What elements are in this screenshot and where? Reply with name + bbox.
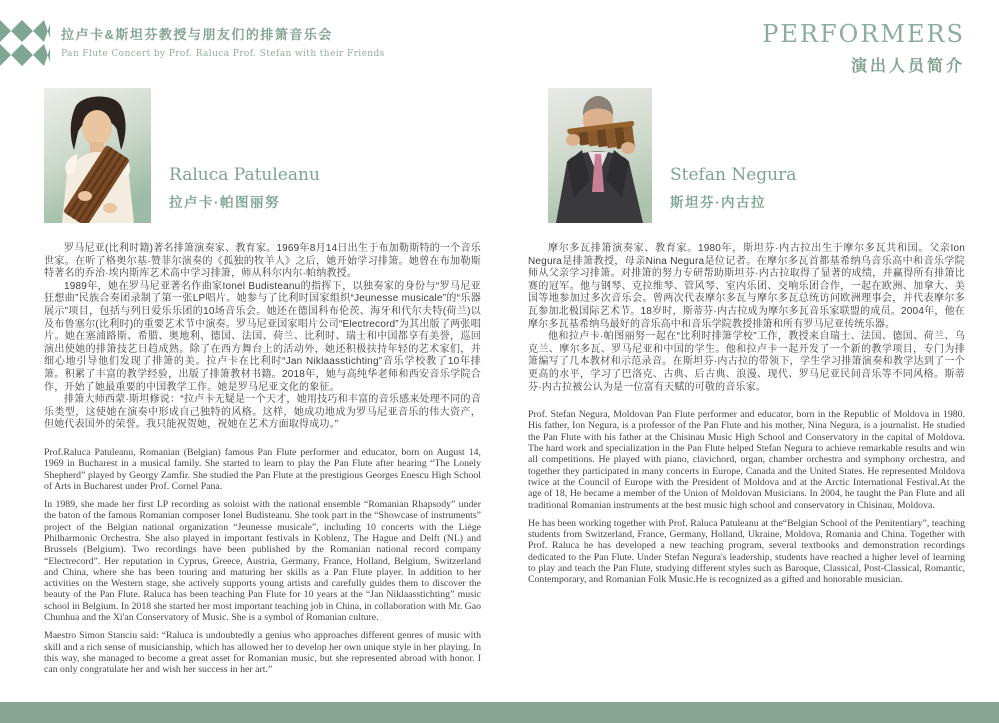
bio-paragraph: In 1989, she made her first LP recording as soloist with the national ensemble “Romanian Rhapsody” under the baton of the famous Romanian composer Ionel Budisteanu. She took part in the “Showcase of instruments” project of the Belgian national organization “Jeunesse musicale”, including 10 concerts with the Liège Philharmonic Orchestra. She also played in important festivals in Koblenz, The Hague and Delft (NL) and Brussels (Belgium). Two recordings have been published by the Romanian national record company “Electrecord”. Her reputation in Cyprus, Greece, Austria, Germany, France, Holland, Belgium, Switzerland and China, where she has been touring and maturing her skills as a Pan Flute player. In addition to her activities on the Western stage, she actively supports young artists and carefully guides them to discover the beauty of the Pan Flute. Raluca has been teaching Pan Flute for 10 years at the “Jan Niklaasstichting” music school in Belgium. In 2018 she started her most important teaching job in China, in collaboration with Mr. Gao Chunhua and the Xi'an Conservatory of Music. She is a symbol of Romanian culture.: [44, 499, 481, 624]
bio-paragraph: Maestro Simon Stanciu said: “Raluca is undoubtedly a genius who approaches different genres of music with skill and a rich sense of musicianship, which has allowed her to develop her own unique style in her playing. In this way, she managed to become a great asset for Romanian music, but she represented abroad with honor. I can only congratulate her and wish her success in her art.”: [44, 630, 481, 676]
header-brand: [0, 20, 385, 66]
section-title-en: PERFORMERS: [762, 20, 965, 48]
concert-title-zh: 拉卢卡&斯坦芬教授与朋友们的排箫音乐会: [61, 27, 333, 42]
profile-header: [44, 88, 481, 223]
section-title-zh: 演出人员简介: [850, 58, 965, 75]
bio-paragraph: Prof.Raluca Patuleanu, Romanian (Belgian) famous Pan Flute performer and educator, born on August 14, 1969 in Bucharest in a musical family. She started to learn to play the Pan Flute after hearing “The Lonely Shepherd” played by Georgy Zamfir. She studied the Pan Flute at the prestigious Georges Enescu High School of Arts in Bucharest under Prof. Cornel Pana.: [44, 446, 481, 492]
bio-paragraph: 排箫大师西蒙·斯坦修说：“拉卢卡无疑是一个天才，她用技巧和丰富的音乐感来处理不同的音乐类型，这使她在演奏中形成自己独特的风格。这样，她成功地成为罗马尼亚音乐的伟大资产，但她代表国外的荣誉。我只能祝贺她，祝她在艺术方面取得成功。”: [44, 394, 481, 431]
performer-column-raluca: [44, 88, 481, 683]
section-heading: [762, 20, 965, 76]
bio-paragraph: 摩尔多瓦排箫演奏家、教育家。1980年，斯坦芬·内古拉出生于摩尔多瓦共和国。父亲Ion Negura是排箫教授，母亲Nina Negura是位记者。在摩尔多瓦首都基希纳乌音乐高中和音乐学院师从父亲学习排箫。对排箫的努力专研帮助斯坦芬·内古拉取得了显著的成绩，并赢得所有排箫比赛的冠军。他与钢琴、克拉维琴、管风琴、室内乐团、交响乐团合作，一起在欧洲、加拿大、美国等地参加过多次音乐会。曾两次代表摩尔多瓦与摩尔多瓦总统访问欧洲理事会，并代表摩尔多瓦参加北极国际艺术节。18岁时，斯蒂芬·内古拉成为摩尔多瓦音乐家联盟的成员。2004年，他在摩尔多瓦基希纳乌最好的音乐高中和音乐学院教授排箫和所有罗马尼亚传统乐器。: [528, 243, 965, 330]
bio-chinese: [44, 243, 481, 432]
bio-paragraph: Prof. Stefan Negura, Moldovan Pan Flute performer and educator, born in the Republic of Moldova in 1980. His father, Ion Negura, is a professor of the Pan Flute and his mother, Nina Negura, is a journalist. He studied the Pan Flute with his father at the Chisinau Music High School and Conservatory in the capital of Moldova. The hard work and specialization in the Pan Flute helped Stefan Negura to achieve remarkable results and win all competitions. He played with piano, clavichord, organ, chamber orchestra and symphony orchestra, and together they participated in many concerts in Europe, Canada and the United States. He represented Moldova twice at the Council of Europe with the President of Moldova and at the Arctic International Festival.At the age of 18, He became a member of the Union of Moldovan Musicians. In 2004, he taught the Pan Flute and all traditional Romanian instruments at the best music high school and conservatory in Chisinau, Moldova.: [528, 409, 965, 511]
bio-paragraph: 他和拉卢卡·帕图丽努一起在“比利时排箫学校”工作，教授来自瑞士、法国、德国、荷兰、乌克兰、摩尔多瓦、罗马尼亚和中国的学生。他和拉卢卡一起开发了一个新的教学项目，专门为排箫编写了几本教材和示范录音。在斯坦芬·内古拉的带领下，学生学习排箫演奏和教学达到了一个更高的水平，学习了巴洛克、古典、后古典、浪漫、现代、罗马尼亚民间音乐等不同风格。斯蒂芬·内古拉被公认为是一位富有天赋的可敬的音乐家。: [528, 331, 965, 393]
performer-column-stefan: [528, 88, 965, 593]
profile-header: [528, 88, 965, 223]
performer-name-zh: 拉卢卡·帕图丽努: [169, 195, 280, 210]
bio-english: [44, 447, 481, 676]
concert-title-en: Pan Flute Concert by Prof. Raluca Prof. Stefan with their Friends: [61, 49, 385, 59]
performer-name-en: Raluca Patuleanu: [169, 165, 320, 185]
bio-paragraph: He has been working together with Prof. Raluca Patuleanu at the“Belgian School of the Penitentiary”, teaching students from Switzerland, France, Germany, Holland, Ukraine, Moldova, Romania and China. Together with Prof. Raluca he has developed a new teaching program, several textbooks and demonstration recordings dedicated to the Pan Flute. Under Stefan Negura's leadership, students have reached a higher level of learning to play and teach the Pan Flute, studying different styles such as Baroque, Classical, Post-Classical, Romantic, Contemporary, and Romanian Folk Music.He is recognized as a gifted and honorable musician.: [528, 517, 965, 586]
performer-name-en: Stefan Negura: [670, 165, 797, 185]
concert-title-block: [61, 24, 385, 59]
bio-paragraph: 1989年，她在罗马尼亚著名作曲家Ionel Budisteanu的指挥下，以独奏家的身份与“罗马尼亚狂想曲”民族合奏团录制了第一张LP唱片。她参与了比利时国家组织“Jeunesse musicale”的“乐器展示”项目，包括与列日爱乐乐团的10场音乐会。她还在德国科布伦茨、海牙和代尔夫特(荷兰)以及布鲁塞尔(比利时)的重要艺术节中演奏。罗马尼亚国家唱片公司“Electrecord”为其出版了两张唱片。她在塞浦路斯、希腊、奥地利、德国、法国、荷兰、比利时、瑞士和中国都享有美誉，巡回演出使她的排箫技艺日趋成熟。除了在西方舞台上的活动外，她还积极扶持年轻的艺术家们，并细心地引导他们发现了排箫的美。拉卢卡在比利时“Jan Niklaasstichting”音乐学校教了10年排箫。积累了丰富的教学经验，出版了排箫教材书籍。2018年，她与高纯华老师和西安音乐学院合作，开始了她最重要的中国教学工作。她是罗马尼亚文化的象征。: [44, 280, 481, 393]
footer-bar: [0, 702, 999, 723]
performer-names: [670, 165, 796, 223]
bio-paragraph: 罗马尼亚(比利时籍)著名排箫演奏家、教育家。1969年8月14日出生于布加勒斯特的一个音乐世家。在听了格奥尔基·赞菲尔演奏的《孤独的牧羊人》之后，她开始学习排箫。她曾在布加勒斯特著名的乔治·埃内斯库艺术高中学习排箫，师从科尔内尔·帕纳教授。: [44, 243, 481, 280]
bio-english: [528, 409, 965, 585]
raluca-patuleanu-photo: [44, 88, 151, 223]
stefan-negura-photo: [548, 88, 652, 223]
bio-chinese: [528, 243, 965, 394]
quilt-triangles-icon: [0, 20, 50, 66]
performer-name-zh: 斯坦芬·内古拉: [670, 195, 766, 210]
performer-names: [169, 165, 320, 223]
